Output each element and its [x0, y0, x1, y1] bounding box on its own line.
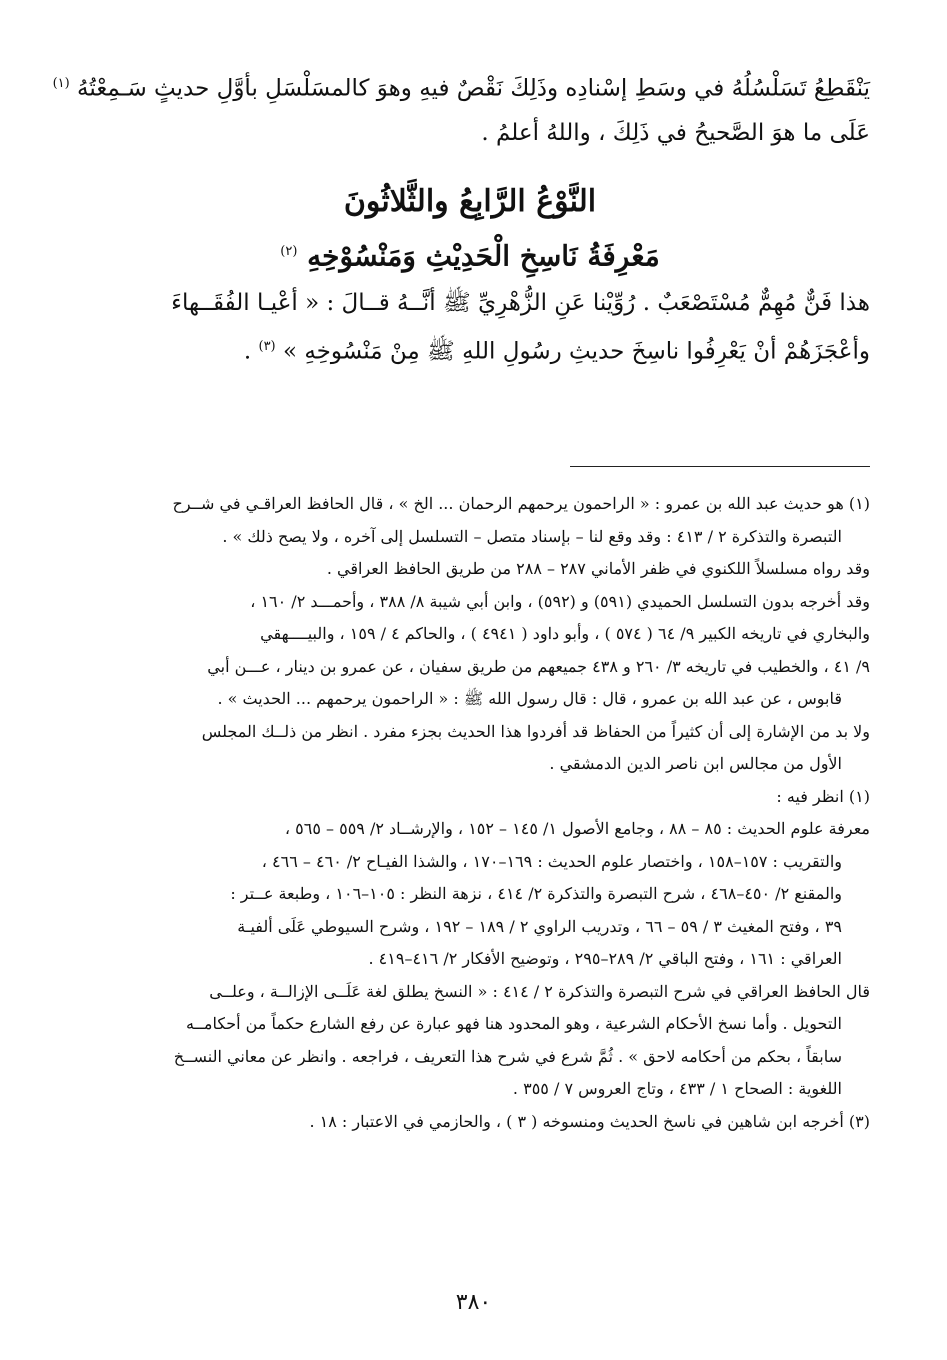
intro-paragraph: [52, 62, 870, 155]
section-end-mark: .: [243, 338, 252, 365]
page-number: ٣٨٠: [455, 1290, 492, 1315]
section-line: [70, 325, 870, 374]
intro-line: عَلَى ما هوَ الصَّحيحُ في ذَلِكَ ، واللهُ أعلمُ .: [481, 119, 870, 146]
footnote-block: [70, 976, 870, 1106]
footnote-line: اللغوية : الصحاح ١ / ٤٣٣ ، وتاج العروس ٧ / ٣٥٥ .: [512, 1079, 842, 1098]
footnote-line: وقد رواه مسلسلاً اللكنوي في ظفر الأماني ٢٨٧ – ٢٨٨ من طريق الحافظ العراقي .: [326, 559, 870, 578]
footnote-line: معرفة علوم الحديث : ٨٥ – ٨٨ ، وجامع الأصول ١/ ١٤٥ – ١٥٢ ، والإرشــاد ٢/ ٥٥٩ – ٥٦٥ ،: [284, 819, 870, 838]
intro-line: [52, 62, 870, 111]
footnote-separator: [570, 466, 870, 467]
footnote-line: (١) هو حديث عبد الله بن عمرو : « الراحمون يرحمهم الرحمان ... الخ » ، قال الحافظ العراقـي في شــرح: [172, 494, 870, 513]
footnote-block: [70, 553, 870, 586]
chapter-subtitle: [70, 227, 870, 281]
chapter-heading: [70, 177, 870, 281]
footnote-block: [70, 586, 870, 716]
footnote-line: سابقاً ، بحكم من أحكامه لاحق » . ثُمَّ شرع في شرح هذا التعريف ، فراجعه . وانظر عن معاني النســخ: [173, 1046, 842, 1066]
footnote-line: وقد أخرجه بدون التسلسل الحميدي (٥٩١) و (٥٩٢) ، وابن أبي شيبة ٨/ ٣٨٨ ، وأحمـــد ٢/ ١٦٠ ،: [250, 591, 870, 611]
chapter-title: النَّوْعُ الرَّابِعُ والثَّلاثُونَ: [343, 183, 597, 219]
footnote-line: (١) انظر فيه :: [776, 786, 870, 806]
footnote-line: التحويل . وأما نسخ الأحكام الشرعية ، وهو المحدود هنا فهو عبارة عن رفع الشارع حكماً من أحكامــه: [185, 1014, 842, 1033]
intro-line-text: يَنْقَطِعُ تَسَلْسُلُهُ في وسَطِ إسْنادِه وذَلِكَ نَقْصٌ فيهِ وهوَ كالمسَلْسَلِ بأوَّلِ حديثٍ سَـمِعْتُهُ: [77, 75, 870, 102]
footnote-line: قابوس ، عن عبد الله بن عمرو ، قال : قال رسول الله ﷺ : « الراحمون يرحمهم ... الحديث » .: [217, 689, 842, 708]
chapter-subtitle-text: مَعْرِفَةُ نَاسِخِ الْحَدِيْثِ وَمَنْسُوْخِهِ: [307, 238, 660, 272]
footnotes: [70, 488, 870, 1138]
footnote-marker: (٣): [258, 338, 276, 354]
footnote-line: ٩/ ٤١ ، والخطيب في تاريخه ٣/ ٢٦٠ و ٤٣٨ جميعهم من طريق سفيان ، عن عمرو بن دينار ، عـــن أبي: [207, 656, 870, 676]
section-paragraph: [70, 281, 870, 374]
footnote-line: (٣) أخرجه ابن شاهين في ناسخ الحديث ومنسوخه ( ٣ ) ، والحازمي في الاعتبار : ١٨ .: [309, 1111, 870, 1131]
section-line: هذا فَنٌّ مُهِمٌّ مُسْتَصْعَبٌ . رُوِّيْنا عَنِ الزُّهْرِيِّ ﷺ أنَّــهُ قــالَ : « أعْيـا الفُقَــهاءَ: [171, 289, 870, 316]
footnote-line: الأول من مجالس ابن ناصر الدين الدمشقي .: [549, 754, 842, 773]
footnote-marker: (١): [52, 76, 70, 91]
section-line-text: وأعْجَزَهُمْ أنْ يَعْرِفُوا ناسِخَ حديثِ رسُولِ اللهِ ﷺ مِنْ مَنْسُوخِهِ »: [282, 338, 870, 365]
footnote-line: العراقي : ١٦١ ، وفتح الباقي ٢/ ٢٨٩–٢٩٥ ، وتوضيح الأفكار ٢/ ٤١٦–٤١٩ .: [368, 949, 842, 968]
footnote-line: ٣٩ ، وفتح المغيث ٣ / ٥٩ – ٦٦ ، وتدريب الراوي ٢ / ١٨٩ – ١٩٢ ، وشرح السيوطي عَلَى ألفيـة: [237, 916, 842, 936]
footnote-block: [70, 781, 870, 814]
page-content: [52, 62, 870, 1131]
footnote-line: والبخاري في تاريخه الكبير ٩/ ٦٤ ( ٥٧٤ ) ، وأبو داود ( ٤٩٤١ ) ، والحاكم ٤ / ١٥٩ ، والبيــــهقي: [260, 624, 870, 643]
footnote-block: [70, 716, 870, 781]
footnote-line: قال الحافظ العراقي في شرح التبصرة والتذكرة ٢ / ٤١٤ : « النسخ يطلق لغة عَلَــى الإزالــة ، وعلــى: [209, 981, 870, 1001]
footnote-block: [70, 488, 870, 553]
footnote-line: ولا بد من الإشارة إلى أن كثيراً من الحفاظ قد أفردوا هذا الحديث بجزء مفرد . انظر من ذلــك المجلس: [201, 721, 870, 741]
footnote-block: [70, 1106, 870, 1139]
footnote-line: والمقنع ٢/ ٤٥٠–٤٦٨ ، شرح التبصرة والتذكرة ٢/ ٤١٤ ، نزهة النظر : ١٠٥–١٠٦ ، وطبعة عــتر :: [230, 884, 842, 903]
footnote-line: التبصرة والتذكرة ٢ / ٤١٣ : وقد وقع لنا – بإسناد متصل – التسلسل إلى آخره ، ولا يصح ذلك » .: [222, 526, 842, 546]
footnote-marker: (٢): [280, 243, 298, 259]
footnote-line: والتقريب : ١٥٧–١٥٨ ، واختصار علوم الحديث : ١٦٩–١٧٠ ، والشذا الفيـاح ٢/ ٤٦٠ – ٤٦٦ ،: [261, 851, 842, 871]
footnote-block: [70, 813, 870, 976]
